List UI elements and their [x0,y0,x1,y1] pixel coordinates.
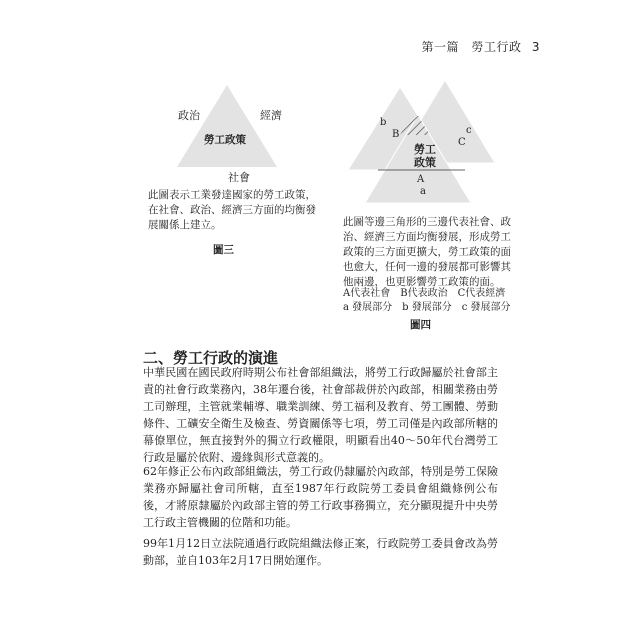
figure-4-letter-C: C [458,137,466,148]
figure-4-letter-A: A [417,174,425,185]
chapter-title: 第一篇 勞工行政 [421,40,522,54]
figure-4-title: 圖四 [410,319,431,331]
figure-3-center-label: 勞工政策 [204,134,246,146]
figure-4-legend-row2: a 發展部分 b 發展部分 c 發展部分 [343,302,511,313]
figure-4-letter-b: b [380,117,387,128]
figure-3-triangle [177,85,277,167]
figure-3-label-left: 政治 [178,109,200,122]
figure-4-caption: 此圖等邊三角形的三邊代表社會、政治、經濟三方面均衡發展，形成勞工政策的三方面更擴大，勞工政策的面也愈大，任何一邊的發展都可影響其他兩邊，也更影響勞工政策的面。 [343,216,511,288]
figure-4-center-line1: 勞工 [414,143,436,156]
figure-4-legend [343,287,523,315]
figure-4-legend-row1: A代表社會 B代表政治 C代表經濟 [343,288,506,299]
figure-3-label-bottom: 社會 [228,171,250,184]
paragraph-3: 99年1月12日立法院通過行政院組織法修正案，行政院勞工委員會改為勞動部，並自103年2月17日開始運作。 [143,537,498,567]
figure-3-label-right: 經濟 [260,109,282,122]
figure-4-center-line2: 政策 [414,156,436,169]
figure-4-letter-a: a [420,186,426,197]
figure-3-title: 圖三 [213,244,234,256]
figure-4-letter-c: c [466,125,472,136]
paragraph-2: 62年修正公布內政部組織法，勞工行政仍隸屬於內政部，特別是勞工保險業務亦歸屬社會司所轄，直至1987年行政院勞工委員會組織條例公布後，才將原隸屬於內政部主管的勞工行政事務獨立，充分顯現提升中央勞工行政主管機關的位階和功能。 [143,465,498,529]
figure-4-letter-B: B [392,129,400,140]
page-header [420,38,540,55]
figure-3-diagram [150,85,340,185]
figure-4-diagram [340,75,505,215]
section-heading: 二、勞工行政的演進 [143,349,279,367]
paragraph-1: 中華民國在國民政府時期公布社會部組織法，將勞工行政歸屬於社會部主責的社會行政業務內，38年遷台後，社會部裁併於內政部，相關業務由勞工司辦理，主管就業輔導、職業訓練、勞工福利及教育、勞工團體、勞動條件、工礦安全衛生及檢查、勞資關係等七項，勞工司僅是內政部所轄的幕僚單位，無直接對外的獨立行政權限，明顯看出40～50年代台灣勞工行政是屬於依附、邊緣與形式意義的。 [143,366,498,464]
figure-3-caption: 此圖表示工業發達國家的勞工政策，在社會、政治、經濟三方面的均衡發展關係上建立。 [148,189,316,231]
page-number: 3 [531,40,540,54]
